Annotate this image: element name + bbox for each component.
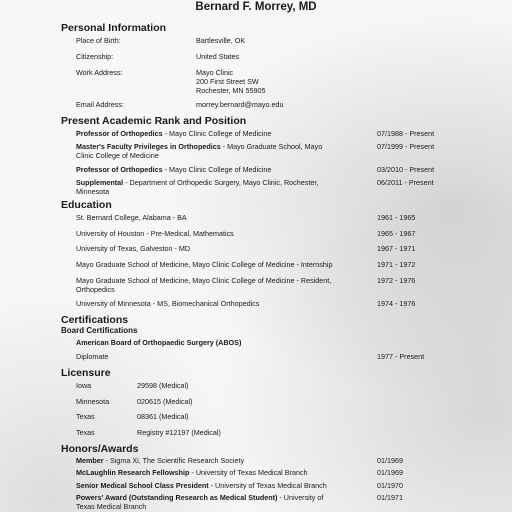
citizenship-value: United States bbox=[196, 52, 240, 61]
education-text: University of Minnesota - MS, Biomechanical Orthopedics bbox=[76, 299, 260, 308]
education-date: 1965 - 1967 bbox=[377, 229, 416, 238]
section-heading-licensure: Licensure bbox=[61, 367, 111, 379]
academic-title: Supplemental bbox=[76, 178, 124, 187]
license-state: Minnesota bbox=[76, 397, 110, 406]
academic-date: 06/2011 - Present bbox=[377, 178, 434, 187]
section-heading-personal: Personal Information bbox=[61, 22, 167, 34]
academic-detail-continued: Clinic College of Medicine bbox=[76, 151, 159, 160]
license-state: Texas bbox=[76, 412, 95, 421]
work-address-line1: Mayo Clinic bbox=[196, 68, 234, 77]
honor-detail-continued: Texas Medical Branch bbox=[76, 502, 147, 511]
academic-detail: - Department of Orthopedic Surgery, Mayo Clinic, Rochester, bbox=[123, 178, 319, 187]
honor-title: McLaughlin Research Fellowship bbox=[76, 468, 190, 477]
honor-date: 01/1970 bbox=[377, 481, 403, 490]
honor-title: Powers' Award (Outstanding Research as Medical Student) bbox=[76, 493, 278, 502]
education-text: St. Bernard College, Alabama - BA bbox=[76, 213, 187, 222]
education-text: University of Texas, Galveston - MD bbox=[76, 244, 191, 253]
email-label: Email Address: bbox=[76, 100, 124, 109]
work-address-line3: Rochester, MN 55905 bbox=[196, 86, 266, 95]
work-address-line2: 200 First Street SW bbox=[196, 77, 259, 86]
academic-detail: - Mayo Clinic College of Medicine bbox=[162, 165, 272, 174]
board-certifications-subheading: Board Certifications bbox=[61, 326, 138, 335]
work-address-label: Work Address: bbox=[76, 68, 123, 77]
license-state: Iowa bbox=[76, 381, 92, 390]
education-text-continued: Orthopedics bbox=[76, 285, 115, 294]
place-of-birth-label: Place of Birth: bbox=[76, 36, 121, 45]
section-heading-honors: Honors/Awards bbox=[61, 443, 139, 455]
education-text: University of Houston - Pre-Medical, Mathematics bbox=[76, 229, 234, 238]
honor-title: Senior Medical School Class President bbox=[76, 481, 209, 490]
section-heading-certifications: Certifications bbox=[61, 314, 129, 326]
license-number: 08361 (Medical) bbox=[137, 412, 189, 421]
academic-date: 07/1988 - Present bbox=[377, 129, 435, 138]
diplomate-label: Diplomate bbox=[76, 352, 109, 361]
honor-detail: - University of Texas Medical Branch bbox=[208, 481, 327, 490]
honor-detail: - University of bbox=[277, 493, 324, 502]
license-state: Texas bbox=[76, 428, 95, 437]
honor-date: 01/1971 bbox=[377, 493, 403, 502]
academic-date: 03/2010 - Present bbox=[377, 165, 435, 174]
education-date: 1967 - 1971 bbox=[377, 244, 416, 253]
academic-title: Master's Faculty Privileges in Orthopedics bbox=[76, 142, 221, 151]
academic-title: Professor of Orthopedics bbox=[76, 129, 163, 138]
academic-date: 07/1999 - Present bbox=[377, 142, 435, 151]
honor-date: 01/1969 bbox=[377, 456, 403, 465]
education-text: Mayo Graduate School of Medicine, Mayo Clinic College of Medicine - Resident, bbox=[76, 276, 332, 285]
education-date: 1961 - 1965 bbox=[377, 213, 416, 222]
honor-title: Member bbox=[76, 456, 104, 465]
honor-date: 01/1969 bbox=[377, 468, 403, 477]
education-text: Mayo Graduate School of Medicine, Mayo Clinic College of Medicine - Internship bbox=[76, 260, 333, 269]
academic-detail: - Mayo Graduate School, Mayo bbox=[220, 142, 323, 151]
place-of-birth-value: Bartlesville, OK bbox=[196, 36, 246, 45]
license-number: Registry #12197 (Medical) bbox=[137, 428, 221, 437]
diplomate-date: 1977 - Present bbox=[377, 352, 425, 361]
academic-detail: - Mayo Clinic College of Medicine bbox=[162, 129, 272, 138]
academic-detail-continued: Minnesota bbox=[76, 187, 110, 196]
honor-detail: - Sigma Xi, The Scientific Research Society bbox=[103, 456, 245, 465]
license-number: 29598 (Medical) bbox=[137, 381, 189, 390]
email-value: morrey.bernard@mayo.edu bbox=[196, 100, 284, 109]
board-name: American Board of Orthopaedic Surgery (ABOS) bbox=[76, 338, 242, 347]
education-date: 1974 - 1976 bbox=[377, 299, 416, 308]
license-number: 020615 (Medical) bbox=[137, 397, 193, 406]
section-heading-academic: Present Academic Rank and Position bbox=[61, 115, 247, 127]
education-date: 1971 - 1972 bbox=[377, 260, 416, 269]
section-heading-education: Education bbox=[61, 199, 112, 211]
honor-detail: - University of Texas Medical Branch bbox=[189, 468, 308, 477]
academic-title: Professor of Orthopedics bbox=[76, 165, 163, 174]
citizenship-label: Citizenship: bbox=[76, 52, 114, 61]
page-title: Bernard F. Morrey, MD bbox=[195, 1, 317, 13]
education-date: 1972 - 1976 bbox=[377, 276, 416, 285]
